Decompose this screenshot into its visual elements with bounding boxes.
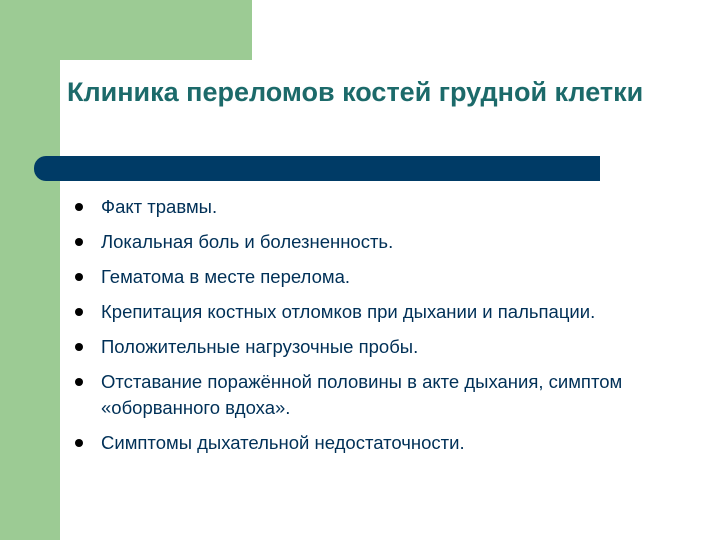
bullet-text: Факт травмы.: [101, 196, 218, 217]
bullet-dot-icon: [75, 238, 83, 246]
bullet-list: [73, 194, 673, 465]
bullet-item: [73, 194, 673, 220]
bullet-item: [73, 264, 673, 290]
bullet-dot-icon: [75, 439, 83, 447]
slide-title: Клиника переломов костей грудной клетки: [67, 77, 644, 107]
bullet-item: [73, 430, 673, 456]
bullet-item: [73, 369, 673, 421]
bullet-dot-icon: [75, 273, 83, 281]
title-divider-bar: [34, 156, 600, 181]
bullet-item: [73, 299, 673, 325]
bullet-dot-icon: [75, 308, 83, 316]
bullet-item: [73, 229, 673, 255]
bullet-text: Симптомы дыхательной недостаточности.: [101, 432, 465, 453]
bullet-text: Крепитация костных отломков при дыхании и пальпации.: [101, 301, 596, 322]
bullet-dot-icon: [75, 343, 83, 351]
bullet-item: [73, 334, 673, 360]
top-decorative-block: [60, 0, 252, 60]
bullet-text: Гематома в месте перелома.: [101, 266, 351, 287]
left-decorative-band: [0, 0, 60, 540]
bullet-text: Отставание поражённой половины в акте дыхания, симптом «оборванного вдоха».: [101, 371, 623, 418]
bullet-text: Положительные нагрузочные пробы.: [101, 336, 419, 357]
bullet-dot-icon: [75, 378, 83, 386]
title-area: [60, 60, 660, 156]
bullet-text: Локальная боль и болезненность.: [101, 231, 394, 252]
bullet-dot-icon: [75, 203, 83, 211]
